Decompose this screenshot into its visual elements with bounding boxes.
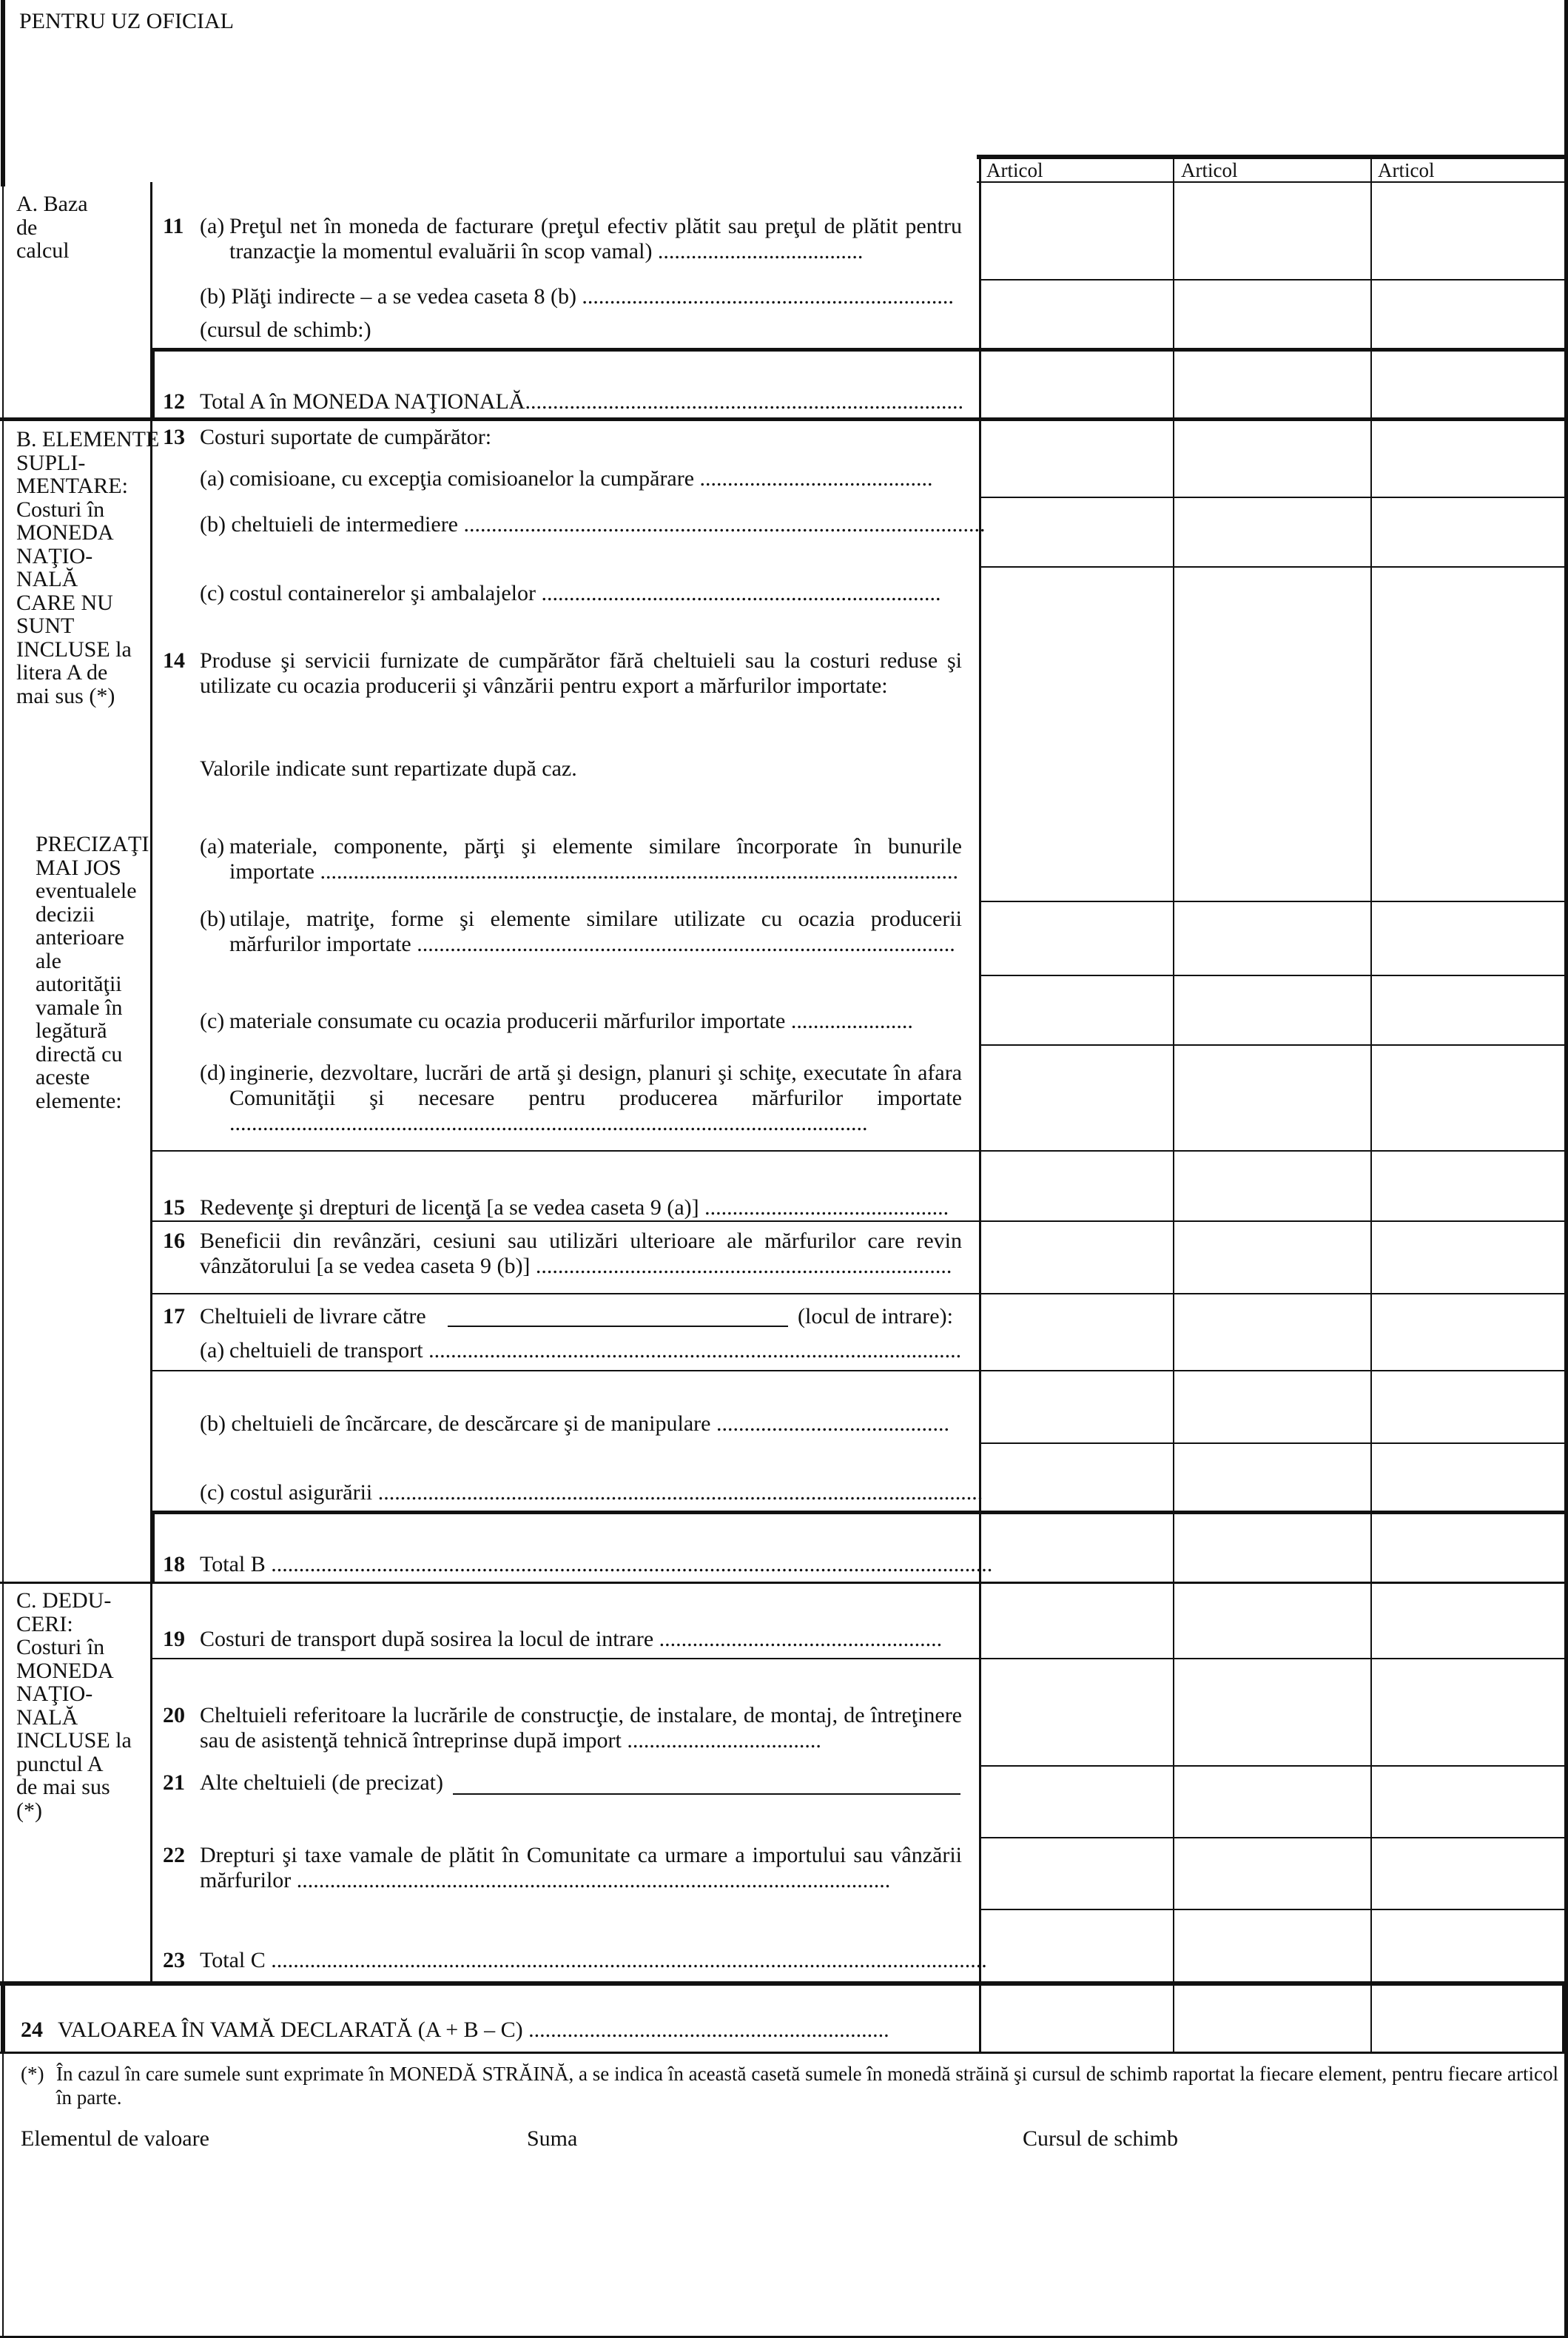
- item-number-13: 13: [163, 425, 185, 449]
- item-17c-text: (c) costul asigurării .............................................................................................................: [200, 1480, 983, 1505]
- item-row-line: [151, 1293, 980, 1294]
- item-23-text: Total C .................................................................................................................................: [200, 1948, 987, 1972]
- item-17b-text: (b) cheltuieli de încărcare, de descărcare şi de manipulare ..........................................: [200, 1411, 949, 1436]
- section-a-bottom: [0, 417, 1566, 421]
- row-24-bottom: [0, 2052, 1566, 2054]
- item-17a-label: (a): [200, 1338, 225, 1363]
- item-17a-text: cheltuieli de transport ................................................................................................: [229, 1338, 962, 1363]
- item-14-note: Valorile indicate sunt repartizate după caz.: [200, 756, 577, 781]
- value-cell-line: [980, 566, 1566, 568]
- official-box-bottom: [977, 155, 1566, 159]
- value-cell-line: [980, 1837, 1566, 1838]
- item-20-text: Cheltuieli referitoare la lucrările de construcţie, de instalare, de montaj, de întreţinere sau de asistenţă tehnică întreprinse după import ...................................: [200, 1703, 962, 1753]
- value-cell-line: [980, 975, 1566, 976]
- value-cell-line: [980, 1442, 1566, 1444]
- section-a-label: A. Baza de calcul: [16, 192, 88, 263]
- frame-bottom: [0, 2336, 1568, 2338]
- value-cell-line: [980, 1150, 1566, 1152]
- item-number-20: 20: [163, 1703, 185, 1727]
- item-14d-text: inginerie, dezvoltare, lucrări de artă şi design, planuri şi schiţe, executate în afara Comunităţii şi necesare pentru producerea mărfurilor importate ...................................................................................................................: [229, 1061, 962, 1135]
- item-number-16: 16: [163, 1229, 185, 1253]
- value-cell-line: [980, 497, 1566, 498]
- item-row-line: [151, 1150, 980, 1152]
- total-box-left: [1, 1983, 5, 2052]
- value-cell-line: [980, 1220, 1566, 1222]
- column-header-articol-2: Articol: [1181, 159, 1238, 181]
- value-cell-line: [980, 1765, 1566, 1767]
- item-14c-label: (c): [200, 1009, 225, 1033]
- item-19-text: Costuri de transport după sosirea la locul de intrare ...................................................: [200, 1627, 943, 1651]
- item-11a-text: Preţul net în moneda de facturare (preţul efectiv plătit sau preţul de plătit pentru tranzacţie la momentul evaluării în scop vamal) .....................................: [229, 214, 962, 263]
- frame-left-thick: [1, 0, 5, 187]
- item-17-text-after: (locul de intrare):: [798, 1304, 953, 1328]
- item-number-14: 14: [163, 648, 185, 673]
- item-13c-label: (c): [200, 581, 225, 605]
- total-box-top: [151, 348, 1566, 352]
- item-13b-text: (b) cheltuieli de intermediere ..............................................................................................: [200, 512, 986, 537]
- item-14b-text: utilaje, matriţe, forme şi elemente similare utilizate cu ocazia producerii mărfurilor importate .................................................................................................: [229, 907, 962, 956]
- item-number-21: 21: [163, 1770, 185, 1795]
- value-cell-line: [980, 901, 1566, 902]
- item-13a-label: (a): [200, 466, 225, 491]
- item-14d-label: (d): [200, 1061, 226, 1085]
- section-b-note: PRECIZAŢI MAI JOS eventualele decizii anterioare ale autorităţii vamale în legătură directă cu aceste elemente:: [36, 832, 149, 1113]
- value-element-label: Elementul de valoare: [21, 2126, 209, 2151]
- item-11b-text: (b) Plăţi indirecte – a se vedea caseta 8 (b) ...................................................................: [200, 284, 954, 309]
- item-14a-label: (a): [200, 834, 225, 859]
- value-column-divider: [1370, 157, 1372, 2052]
- item-24-text: VALOAREA ÎN VAMĂ DECLARATĂ (A + B – C) .................................................................: [58, 2018, 889, 2042]
- value-column-left: [979, 157, 981, 2052]
- total-box-right: [1562, 1983, 1567, 2052]
- section-b-label: B. ELEMENTE SUPLI- MENTARE: Costuri în MONEDA NAŢIO- NALĂ CARE NU SUNT INCLUSE la litera A de mai sus (*): [16, 427, 160, 708]
- item-number-19: 19: [163, 1627, 185, 1651]
- item-number-18: 18: [163, 1552, 185, 1576]
- item-21-text: Alte cheltuieli (de precizat): [200, 1770, 443, 1795]
- item-14c-text: materiale consumate cu ocazia producerii mărfurilor importate ......................: [229, 1009, 913, 1033]
- footnote-text: În cazul în care sumele sunt exprimate în MONEDĂ STRĂINĂ, a se indica în această casetă sumele în monedă străină şi cursul de schimb raportat la fiecare element, pentru fiecare articol în parte.: [56, 2063, 1558, 2109]
- item-number-24: 24: [21, 2018, 43, 2042]
- item-15-text: Redevenţe şi drepturi de licenţă [a se vedea caseta 9 (a)] ............................................: [200, 1195, 949, 1220]
- item-14b-label: (b): [200, 907, 226, 931]
- item-17-text: Cheltuieli de livrare către: [200, 1304, 426, 1328]
- value-cell-line: [980, 1370, 1566, 1371]
- value-cell-line: [980, 1293, 1566, 1294]
- item-row-line: [151, 1370, 980, 1371]
- item-18-text: Total B ..................................................................................................................................: [200, 1552, 993, 1576]
- amount-label: Suma: [527, 2126, 578, 2151]
- item-13a-text: comisioane, cu excepţia comisioanelor la cumpărare ..........................................: [229, 466, 933, 491]
- total-box-top: [0, 1981, 1566, 1986]
- item-number-11: 11: [163, 214, 184, 238]
- item-row-line: [151, 1658, 980, 1659]
- other-costs-blank: [453, 1793, 960, 1795]
- item-14-text: Produse şi servicii furnizate de cumpărător fără cheltuieli sau la costuri reduse şi utilizate cu ocazia producerii şi vânzării pentru export a mărfurilor importate:: [200, 648, 962, 698]
- item-13-text: Costuri suportate de cumpărător:: [200, 425, 492, 449]
- total-box-top: [151, 1511, 1566, 1514]
- value-cell-line: [980, 1658, 1566, 1659]
- footnote-mark: (*): [21, 2063, 44, 2085]
- value-cell-line: [980, 279, 1566, 281]
- item-16-text: Beneficii din revânzări, cesiuni sau utilizări ulterioare ale mărfurilor care revin vânzătorului [a se vedea caseta 9 (b)] ...........................................................................: [200, 1229, 962, 1278]
- column-header-articol-3: Articol: [1378, 159, 1435, 181]
- item-14a-text: materiale, componente, părţi şi elemente similare încorporate în bunurile importate ...................................................................................................................: [229, 834, 962, 884]
- exchange-rate-label: Cursul de schimb: [1023, 2126, 1178, 2151]
- value-cell-line: [980, 1909, 1566, 1910]
- column-header-articol-1: Articol: [986, 159, 1043, 181]
- total-box-left: [151, 1512, 155, 1582]
- delivery-place-blank: [448, 1326, 788, 1327]
- header-row-bottom: [977, 181, 1566, 183]
- item-number-12: 12: [163, 389, 185, 414]
- item-number-23: 23: [163, 1948, 185, 1972]
- total-box-left: [151, 349, 155, 419]
- item-22-text: Drepturi şi taxe vamale de plătit în Comunitate ca urmare a importului sau vânzării mărfurilor ...........................................................................................................: [200, 1843, 962, 1892]
- item-11a-label: (a): [200, 214, 225, 238]
- item-12-text: Total A în MONEDA NAŢIONALĂ...............................................................................: [200, 389, 964, 414]
- official-use-label: PENTRU UZ OFICIAL: [19, 9, 234, 33]
- item-number-15: 15: [163, 1195, 185, 1220]
- item-11c-text: (cursul de schimb:): [200, 318, 371, 342]
- item-number-22: 22: [163, 1843, 185, 1867]
- value-column-divider: [1173, 157, 1174, 2052]
- section-b-bottom: [0, 1582, 1566, 1584]
- item-13c-text: costul containerelor şi ambalajelor ........................................................................: [229, 581, 941, 605]
- item-row-line: [151, 1220, 980, 1222]
- item-number-17: 17: [163, 1304, 185, 1328]
- value-cell-line: [980, 1044, 1566, 1046]
- section-c-label: C. DEDU- CERI: Costuri în MONEDA NAŢIO- NALĂ INCLUSE la punctul A de mai sus (*): [16, 1588, 132, 1823]
